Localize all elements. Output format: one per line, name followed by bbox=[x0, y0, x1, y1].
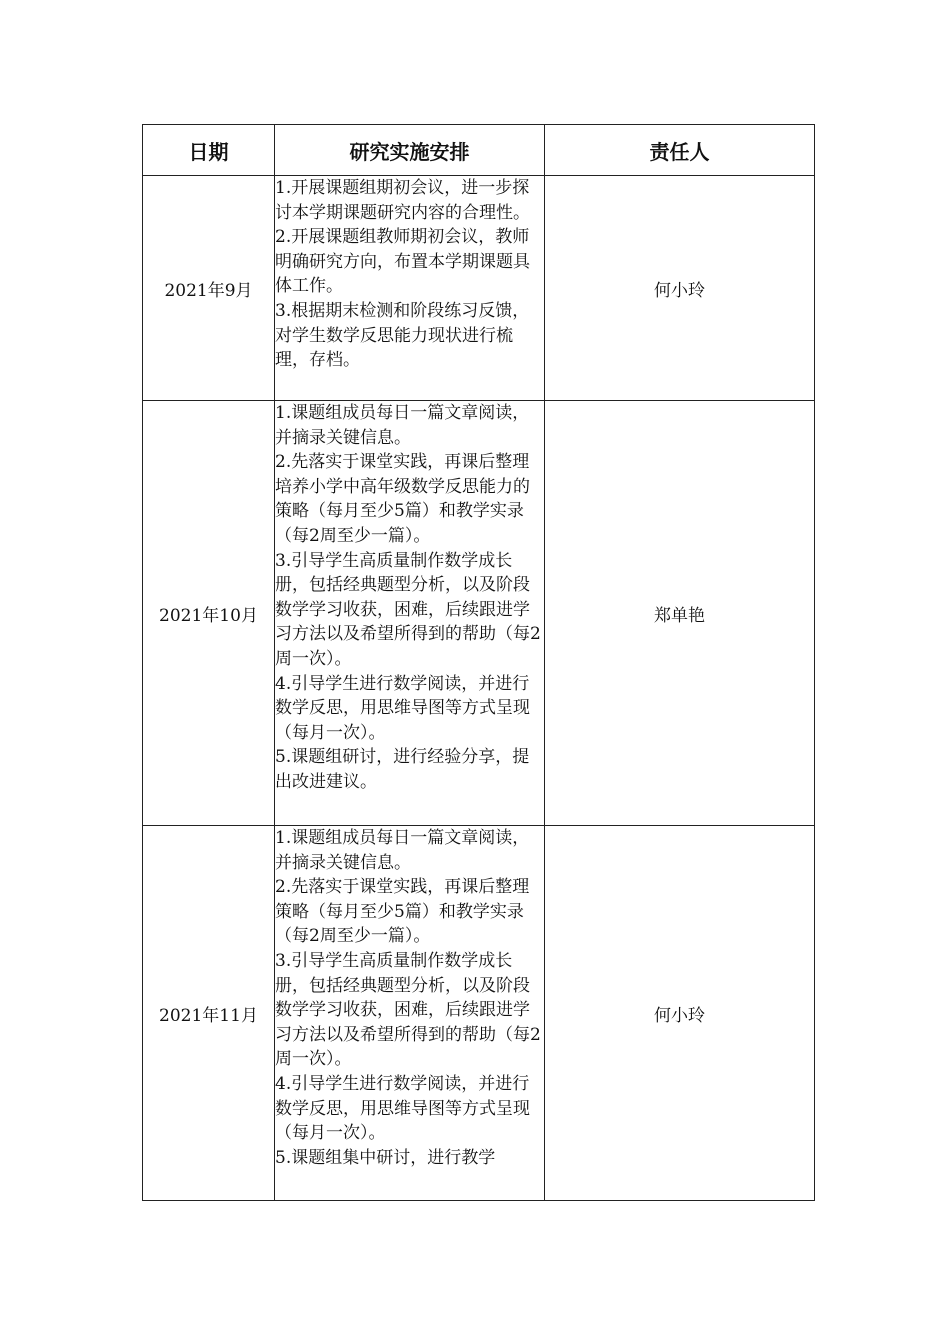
row-plan bbox=[275, 176, 545, 401]
plan-item: 4.引导学生进行数学阅读，并进行数学反思，用思维导图等方式呈现（每月一次）。 bbox=[275, 1073, 530, 1144]
table-row bbox=[143, 401, 815, 826]
plan-item: 5.课题组研讨，进行经验分享，提出改进建议。 bbox=[275, 747, 530, 792]
row-owner: 何小玲 bbox=[545, 826, 815, 1201]
row-date: 2021年11月 bbox=[143, 826, 275, 1201]
table-row bbox=[143, 826, 815, 1201]
row-owner: 何小玲 bbox=[545, 176, 815, 401]
row-date: 2021年10月 bbox=[143, 401, 275, 826]
row-plan bbox=[275, 401, 545, 826]
row-date: 2021年9月 bbox=[143, 176, 275, 401]
plan-item: 4.引导学生进行数学阅读，并进行数学反思，用思维导图等方式呈现（每月一次）。 bbox=[275, 673, 530, 743]
plan-item: 1.开展课题组期初会议，进一步探讨本学期课题研究内容的合理性。 bbox=[275, 178, 530, 223]
plan-item: 2.先落实于课堂实践，再课后整理策略（每月至少5篇）和教学实录（每2周至少一篇）。 bbox=[275, 877, 530, 947]
header-plan: 研究实施安排 bbox=[275, 125, 545, 176]
plan-item: 1.课题组成员每日一篇文章阅读，并摘录关键信息。 bbox=[275, 828, 530, 873]
plan-item: 3.引导学生高质量制作数学成长册，包括经典题型分析，以及阶段数学学习收获，困难，后续跟进学习方法以及希望所得到的帮助（每2周一次）。 bbox=[275, 550, 541, 669]
plan-item: 1.课题组成员每日一篇文章阅读，并摘录关键信息。 bbox=[275, 403, 530, 448]
table-row bbox=[143, 176, 815, 401]
plan-item: 2.开展课题组教师期初会议，教师明确研究方向，布置本学期课题具体工作。 bbox=[275, 227, 530, 297]
plan-item: 5.课题组集中研讨，进行教学 bbox=[275, 1147, 496, 1168]
plan-item: 3.根据期末检测和阶段练习反馈，对学生数学反思能力现状进行梳理，存档。 bbox=[275, 300, 530, 371]
research-schedule-table bbox=[142, 124, 815, 1201]
table-header-row bbox=[143, 125, 815, 176]
plan-cell-content bbox=[275, 826, 544, 1196]
row-owner: 郑单艳 bbox=[545, 401, 815, 826]
header-owner: 责任人 bbox=[545, 125, 815, 176]
plan-item: 3.引导学生高质量制作数学成长册，包括经典题型分析，以及阶段数学学习收获，困难，后续跟进学习方法以及希望所得到的帮助（每2周一次）。 bbox=[275, 950, 541, 1070]
header-date: 日期 bbox=[143, 125, 275, 176]
plan-item: 2.先落实于课堂实践，再课后整理培养小学中高年级数学反思能力的策略（每月至少5篇）和教学实录（每2周至少一篇）。 bbox=[275, 452, 530, 546]
row-plan bbox=[275, 826, 545, 1201]
